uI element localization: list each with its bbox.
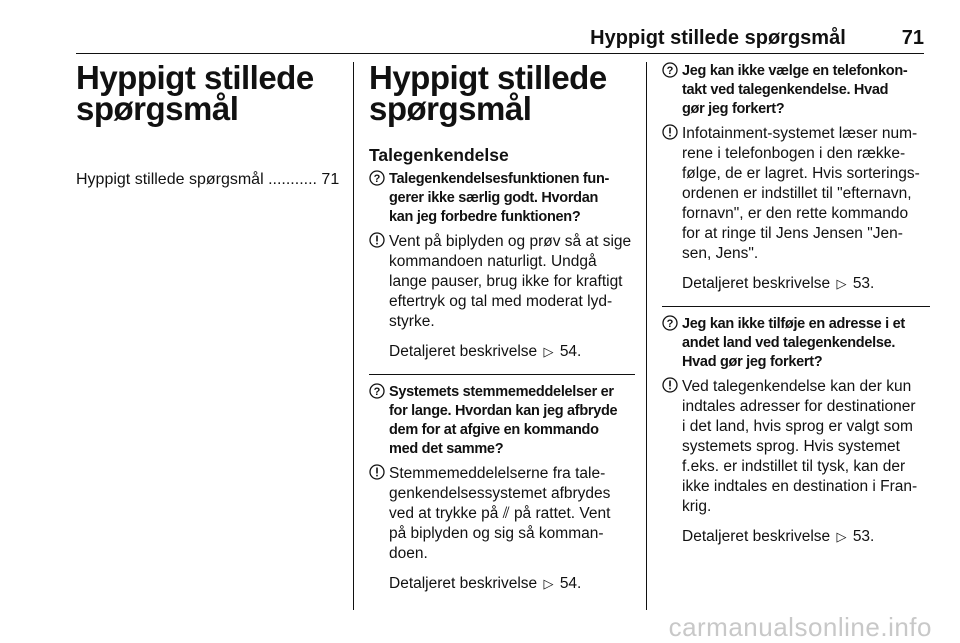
svg-text:?: ? xyxy=(373,173,381,185)
answer_lines-line: genkendelsessystemet afbrydes xyxy=(389,485,611,502)
section-heading-line2: spørgsmål xyxy=(369,90,532,127)
answer-text xyxy=(389,464,610,564)
reference-page: 53. xyxy=(852,275,875,292)
question_lines-line: Hvad gør jeg forkert? xyxy=(682,354,823,370)
question xyxy=(369,170,635,227)
column-2 xyxy=(369,59,635,606)
answer-text xyxy=(389,232,631,332)
answer_lines-line: på biplyden og sig så komman- xyxy=(389,525,604,542)
answer_lines-line: f.eks. er indstillet til tysk, kan der xyxy=(682,458,906,475)
answer_lines-line: doen. xyxy=(389,545,428,562)
question_lines-line: Talegenkendelsesfunktionen fun- xyxy=(389,171,610,187)
answer_lines-line: i det land, hvis sprog er valgt som xyxy=(682,418,913,435)
answer_lines-line: for at ringe til Jens Jensen "Jen- xyxy=(682,225,903,242)
qa-block xyxy=(369,383,635,594)
chapter-title-line2: spørgsmål xyxy=(76,90,239,127)
question-text xyxy=(682,62,907,119)
reference-label: Detaljeret beskrivelse xyxy=(389,575,538,592)
answer_lines-line: systemets sprog. Hvis systemet xyxy=(682,438,900,455)
question_lines-line: med det samme? xyxy=(389,441,504,457)
svg-text:?: ? xyxy=(373,386,381,398)
answer_lines-line: Stemmemeddelelserne fra tale- xyxy=(389,465,606,482)
section-heading xyxy=(369,59,635,127)
exclamation-circle-icon xyxy=(662,124,682,144)
qa-separator xyxy=(369,374,635,375)
qa-separator xyxy=(662,306,930,307)
question-circle-icon xyxy=(662,62,682,82)
exclamation-circle-icon xyxy=(369,232,389,252)
watermark: carmanualsonline.info xyxy=(668,612,932,642)
question_lines-line: takt ved talegenkendelse. Hvad xyxy=(682,82,889,98)
exclamation-circle-icon xyxy=(662,377,682,397)
question-circle-icon xyxy=(369,170,389,190)
question-circle-icon xyxy=(369,383,389,403)
qa-block xyxy=(369,170,635,375)
qa-list xyxy=(369,170,635,594)
answer_lines-line: ved at trykke på ⫽ på rattet. Vent xyxy=(389,505,611,522)
running-header xyxy=(590,27,924,50)
question-text xyxy=(682,315,905,372)
answer_lines-line: Ved talegenkendelse kan der kun xyxy=(682,378,912,395)
column-divider-1 xyxy=(353,62,354,610)
page-reference-arrow-icon: ▷ xyxy=(543,576,554,591)
qa-block xyxy=(662,315,930,547)
answer xyxy=(662,377,930,517)
question-circle-icon xyxy=(662,315,682,335)
answer_lines-line: eftertryk og tal med moderat lyd- xyxy=(389,293,613,310)
exclamation-circle-icon xyxy=(369,464,389,484)
answer_lines-line: følge, de er lagret. Hvis sorterings- xyxy=(682,165,920,182)
page-reference-arrow-icon: ▷ xyxy=(836,529,847,544)
question_lines-line: kan jeg forbedre funktionen? xyxy=(389,209,581,225)
answer_lines-line: fornavn", er den rette kommando xyxy=(682,205,909,222)
answer-text xyxy=(682,124,920,264)
reference-page: 54. xyxy=(559,575,582,592)
chapter-title-line1: Hyppigt stillede xyxy=(76,59,314,96)
section-heading-line1: Hyppigt stillede xyxy=(369,59,607,96)
reference-page: 54. xyxy=(559,343,582,360)
question-text xyxy=(389,170,609,227)
answer_lines-line: styrke. xyxy=(389,313,435,330)
answer_lines-line: rene i telefonbogen i den række- xyxy=(682,145,906,162)
question xyxy=(662,315,930,372)
header-rule xyxy=(76,53,924,54)
question_lines-line: dem for at afgive en kommando xyxy=(389,422,599,438)
page-reference[interactable] xyxy=(389,342,635,362)
chapter-title xyxy=(76,59,344,127)
toc-entry[interactable]: Hyppigt stillede spørgsmål ........... 71 xyxy=(76,171,340,188)
qa-list xyxy=(662,62,930,547)
question_lines-line: for lange. Hvordan kan jeg afbryde xyxy=(389,403,618,419)
question_lines-line: gerer ikke særlig godt. Hvordan xyxy=(389,190,599,206)
reference-page: 53. xyxy=(852,528,875,545)
question_lines-line: Jeg kan ikke tilføje en adresse i et xyxy=(682,316,905,332)
svg-text:?: ? xyxy=(666,65,674,77)
column-3 xyxy=(662,62,930,559)
answer xyxy=(369,232,635,332)
answer xyxy=(369,464,635,564)
column-divider-2 xyxy=(646,62,647,610)
page-reference-arrow-icon: ▷ xyxy=(836,276,847,291)
answer_lines-line: sen, Jens". xyxy=(682,245,759,262)
page-reference-arrow-icon: ▷ xyxy=(543,344,554,359)
reference-label: Detaljeret beskrivelse xyxy=(682,275,831,292)
page-reference[interactable] xyxy=(389,574,635,594)
answer_lines-line: lange pauser, brug ikke for kraftigt xyxy=(389,273,623,290)
question-text xyxy=(389,383,617,459)
question_lines-line: andet land ved talegenkendelse. xyxy=(682,335,896,351)
column-1 xyxy=(76,59,344,190)
answer_lines-line: Infotainment-systemet læser num- xyxy=(682,125,918,142)
reference-label: Detaljeret beskrivelse xyxy=(682,528,831,545)
page-reference[interactable] xyxy=(682,274,930,294)
page-number: 71 xyxy=(901,27,924,49)
subsection-title: Talegenkendelse xyxy=(369,145,509,165)
answer_lines-line: ikke indtales en destination i Fran- xyxy=(682,478,918,495)
answer_lines-line: indtales adresser for destinationer xyxy=(682,398,916,415)
question xyxy=(369,383,635,459)
answer_lines-line: Vent på biplyden og prøv så at sige xyxy=(389,233,632,250)
question_lines-line: Jeg kan ikke vælge en telefonkon- xyxy=(682,63,908,79)
reference-label: Detaljeret beskrivelse xyxy=(389,343,538,360)
question_lines-line: gør jeg forkert? xyxy=(682,101,785,117)
running-title: Hyppigt stillede spørgsmål xyxy=(590,27,846,49)
svg-text:?: ? xyxy=(666,318,674,330)
answer-text xyxy=(682,377,917,517)
answer xyxy=(662,124,930,264)
question_lines-line: Systemets stemmemeddelelser er xyxy=(389,384,614,400)
answer_lines-line: kommandoen naturligt. Undgå xyxy=(389,253,597,270)
question xyxy=(662,62,930,119)
page-reference[interactable] xyxy=(682,527,930,547)
answer_lines-line: krig. xyxy=(682,498,712,515)
answer_lines-line: ordenen er indstillet til "efternavn, xyxy=(682,185,912,202)
qa-block xyxy=(662,62,930,307)
